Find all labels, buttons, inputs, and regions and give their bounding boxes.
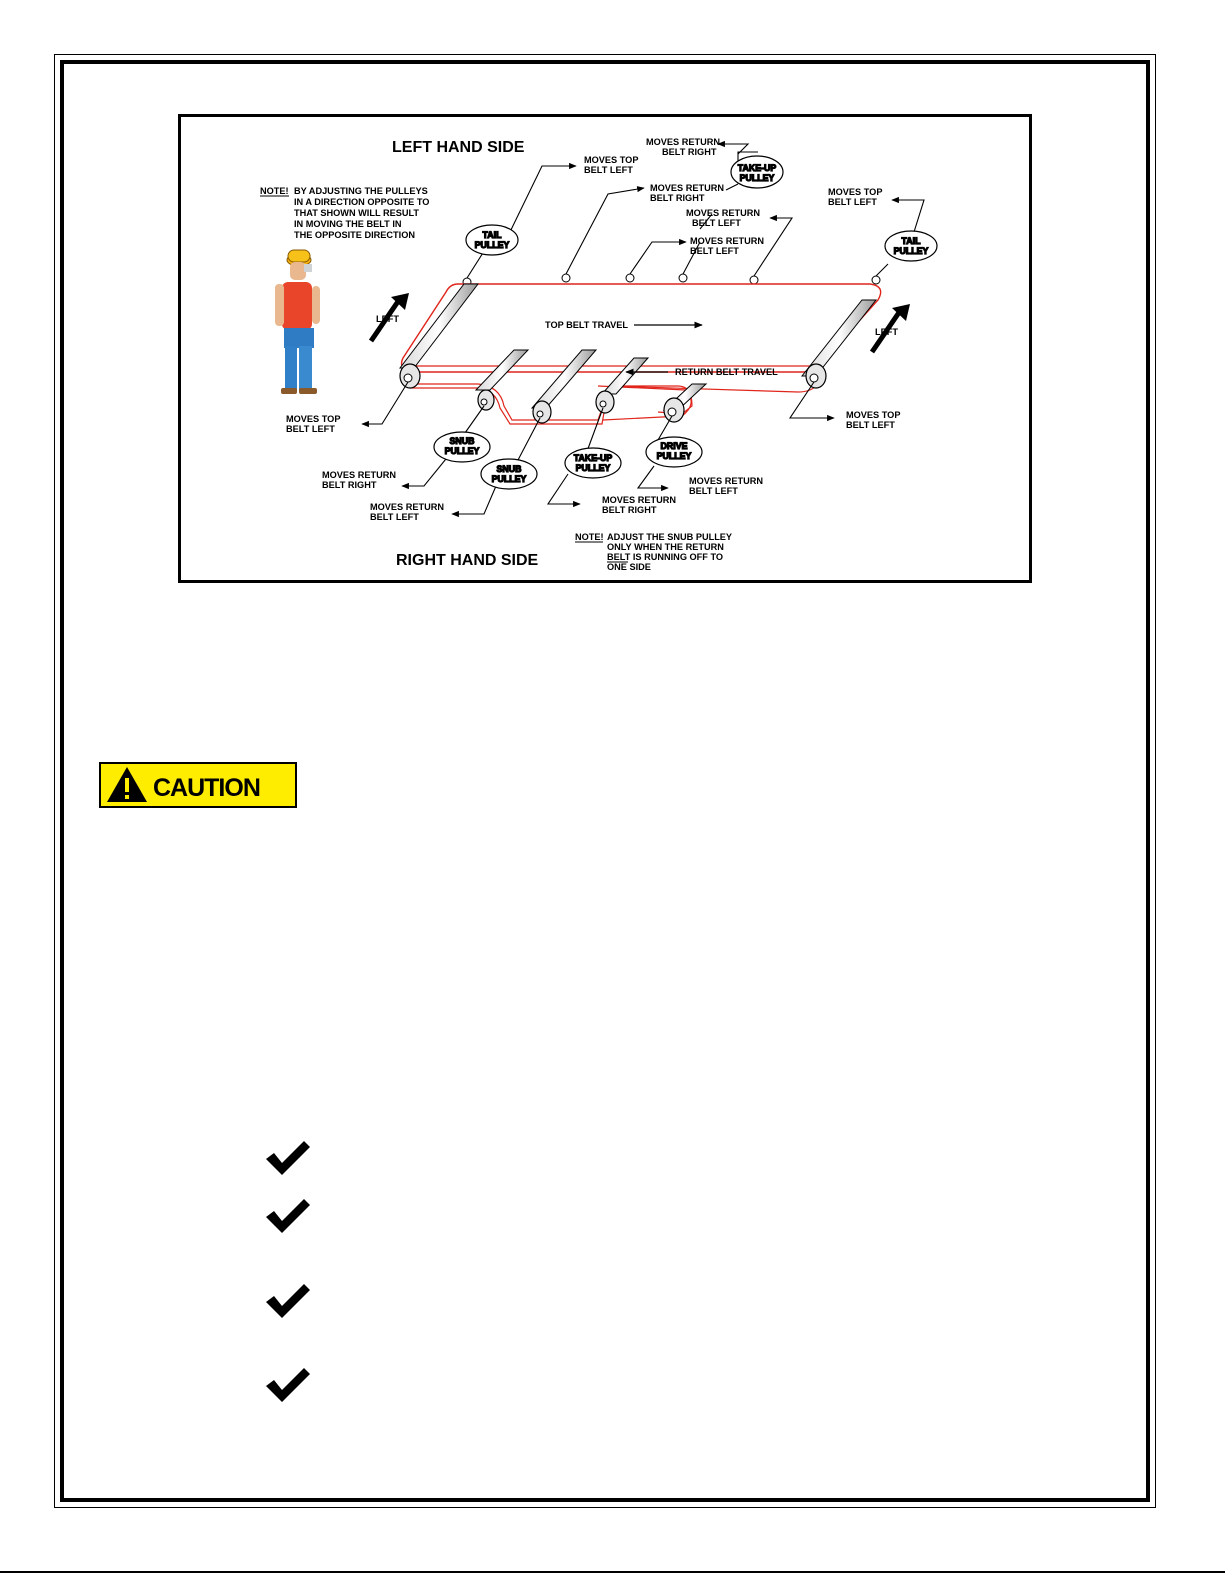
svg-text:BELT LEFT: BELT LEFT [692, 218, 741, 228]
svg-text:TAIL: TAIL [901, 236, 921, 246]
tail-pulley-left-oval [466, 225, 518, 255]
caution-text: CAUTION [153, 774, 260, 802]
svg-text:MOVES RETURN: MOVES RETURN [646, 137, 721, 147]
svg-text:BELT LEFT: BELT LEFT [689, 486, 738, 496]
takeup-pulley-top-oval [731, 156, 783, 188]
svg-text:PULLEY: PULLEY [491, 474, 527, 484]
svg-text:BY ADJUSTING THE PULLEYS: BY ADJUSTING THE PULLEYS [294, 186, 428, 196]
svg-text:PULLEY: PULLEY [474, 240, 510, 250]
caution-label [99, 762, 297, 808]
checkmark-icon [262, 1195, 312, 1237]
svg-text:BELT LEFT: BELT LEFT [690, 246, 739, 256]
svg-text:MOVES RETURN: MOVES RETURN [602, 495, 677, 505]
svg-text:BELT RIGHT: BELT RIGHT [662, 147, 717, 157]
svg-text:LEFT: LEFT [376, 314, 399, 324]
svg-text:MOVES RETURN: MOVES RETURN [686, 208, 761, 218]
drive-pulley-oval [646, 437, 702, 467]
svg-text:LEFT: LEFT [875, 327, 898, 337]
svg-text:BELT RIGHT: BELT RIGHT [650, 193, 705, 203]
svg-text:IN MOVING THE BELT IN: IN MOVING THE BELT IN [294, 219, 402, 229]
svg-text:SNUB: SNUB [449, 436, 475, 446]
svg-text:BELT RIGHT: BELT RIGHT [602, 505, 657, 515]
svg-text:BELT LEFT: BELT LEFT [286, 424, 335, 434]
svg-text:IN A DIRECTION OPPOSITE TO: IN A DIRECTION OPPOSITE TO [294, 197, 430, 207]
return-belt-travel-label: RETURN BELT TRAVEL [675, 367, 778, 377]
svg-text:BELT IS RUNNING OFF TO: BELT IS RUNNING OFF TO [607, 552, 724, 562]
svg-text:TAIL: TAIL [482, 230, 502, 240]
svg-text:TAKE-UP: TAKE-UP [573, 453, 613, 463]
svg-text:SNUB: SNUB [496, 464, 522, 474]
svg-text:MOVES RETURN: MOVES RETURN [689, 476, 764, 486]
takeup-pulley-bottom-oval [565, 448, 621, 478]
svg-text:DRIVE: DRIVE [660, 441, 688, 451]
svg-text:MOVES TOP: MOVES TOP [828, 187, 883, 197]
svg-text:BELT RIGHT: BELT RIGHT [322, 480, 377, 490]
svg-text:BELT LEFT: BELT LEFT [370, 512, 419, 522]
svg-text:MOVES RETURN: MOVES RETURN [322, 470, 397, 480]
svg-text:MOVES RETURN: MOVES RETURN [690, 236, 765, 246]
bottom-note-tag: NOTE! [575, 532, 604, 542]
left-hand-side-heading: LEFT HAND SIDE [392, 139, 525, 156]
svg-text:BELT LEFT: BELT LEFT [828, 197, 877, 207]
svg-text:MOVES TOP: MOVES TOP [846, 410, 901, 420]
top-belt-travel-label: TOP BELT TRAVEL [545, 320, 629, 330]
svg-text:PULLEY: PULLEY [893, 246, 929, 256]
snub-pulley-2-oval [481, 459, 537, 489]
right-hand-side-heading: RIGHT HAND SIDE [396, 552, 539, 569]
svg-text:ONE SIDE: ONE SIDE [607, 562, 651, 572]
svg-text:BELT LEFT: BELT LEFT [584, 165, 633, 175]
svg-text:PULLEY: PULLEY [575, 463, 611, 473]
svg-text:ONLY WHEN THE RETURN: ONLY WHEN THE RETURN [607, 542, 724, 552]
svg-text:BELT LEFT: BELT LEFT [846, 420, 895, 430]
svg-text:THE OPPOSITE DIRECTION: THE OPPOSITE DIRECTION [294, 230, 415, 240]
svg-text:THAT SHOWN WILL RESULT: THAT SHOWN WILL RESULT [294, 208, 420, 218]
footer-rule [0, 1571, 1225, 1573]
checkmark-icon [262, 1364, 312, 1406]
svg-text:PULLEY: PULLEY [444, 446, 480, 456]
belt-tracking-diagram [178, 114, 1032, 583]
svg-text:MOVES RETURN: MOVES RETURN [370, 502, 445, 512]
svg-text:PULLEY: PULLEY [739, 173, 775, 183]
snub-pulley-1-oval [434, 432, 490, 462]
checkmark-icon [262, 1137, 312, 1179]
tail-pulley-right-oval [885, 231, 937, 261]
svg-text:MOVES TOP: MOVES TOP [584, 155, 639, 165]
svg-text:MOVES TOP: MOVES TOP [286, 414, 341, 424]
checkmark-icon [262, 1280, 312, 1322]
svg-text:ADJUST THE SNUB PULLEY: ADJUST THE SNUB PULLEY [607, 532, 733, 542]
svg-text:MOVES RETURN: MOVES RETURN [650, 183, 725, 193]
svg-text:TAKE-UP: TAKE-UP [737, 163, 777, 173]
svg-text:PULLEY: PULLEY [656, 451, 692, 461]
top-note-tag: NOTE! [260, 186, 289, 196]
